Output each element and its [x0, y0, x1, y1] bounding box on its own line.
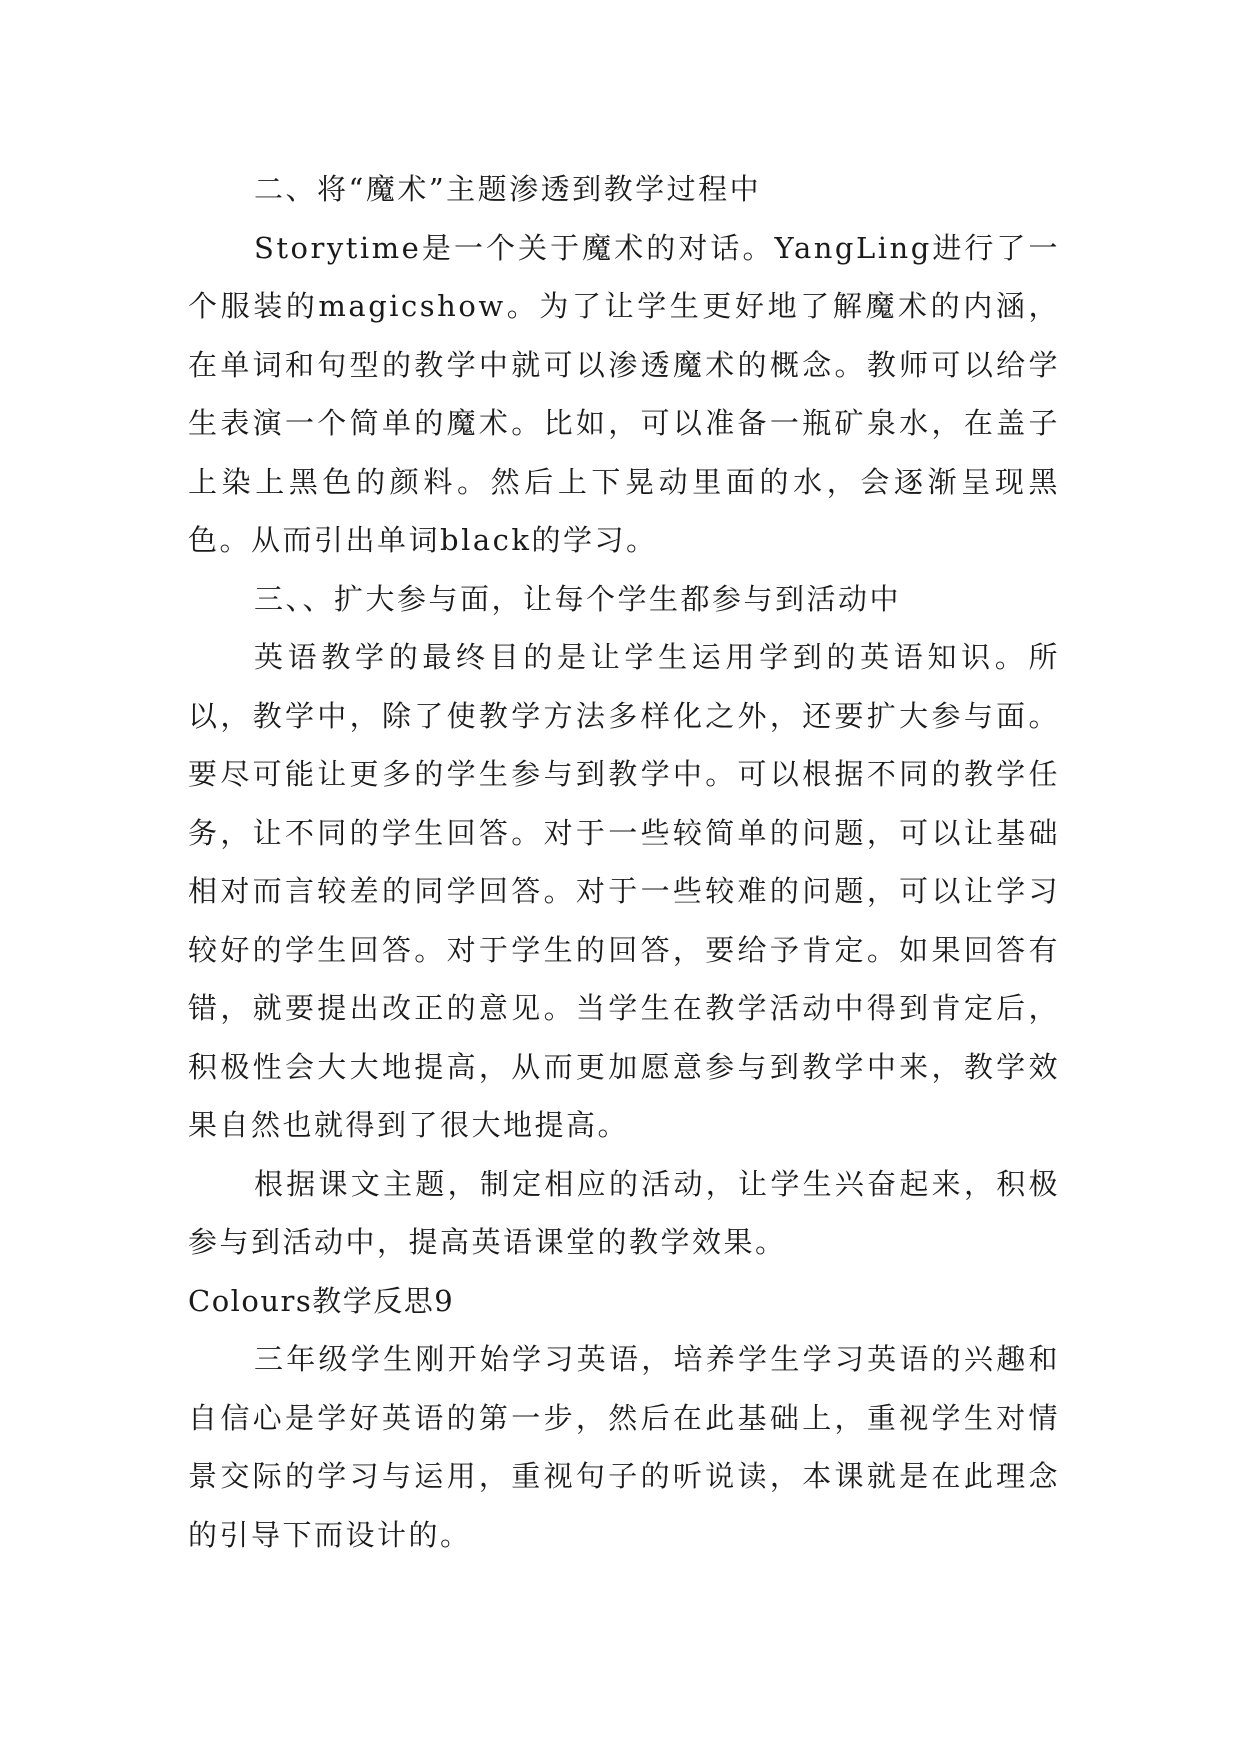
section-heading-three: 三、、扩大参与面，让每个学生都参与到活动中	[254, 581, 902, 616]
paragraph-activity: 根据课文主题，制定相应的活动，让学生兴奋起来，积极参与到活动中，提高英语课堂的教学效果。	[188, 1166, 1060, 1259]
paragraph-grade-three: 三年级学生刚开始学习英语，培养学生学习英语的兴趣和自信心是学好英语的第一步，然后在此基础上，重视学生对情景交际的学习与运用，重视句子的听说读，本课就是在此理念的引导下而设计的。	[188, 1342, 1060, 1552]
reflection-title: Colours教学反思9	[188, 1283, 455, 1318]
paragraph-storytime: Storytime是一个关于魔术的对话。YangLing进行了一个服装的magicshow。为了让学生更好地了解魔术的内涵，在单词和句型的教学中就可以渗透魔术的概念。教师可以给学生表演一个简单的魔术。比如，可以准备一瓶矿泉水，在盖子上染上黑色的颜料。然后上下晃动里面的水，会逐渐呈现黑色。从而引出单词black的学习。	[188, 230, 1060, 557]
document-page	[188, 160, 1060, 1564]
section-heading-two: 二、将“魔术”主题渗透到教学过程中	[254, 172, 762, 206]
paragraph-participation: 英语教学的最终目的是让学生运用学到的英语知识。所以，教学中，除了使教学方法多样化之外，还要扩大参与面。要尽可能让更多的学生参与到教学中。可以根据不同的教学任务，让不同的学生回答。对于一些较简单的问题，可以让基础相对而言较差的同学回答。对于一些较难的问题，可以让学习较好的学生回答。对于学生的回答，要给予肯定。如果回答有错，就要提出改正的意见。当学生在教学活动中得到肯定后，积极性会大大地提高，从而更加愿意参与到教学中来，教学效果自然也就得到了很大地提高。	[188, 640, 1060, 1142]
